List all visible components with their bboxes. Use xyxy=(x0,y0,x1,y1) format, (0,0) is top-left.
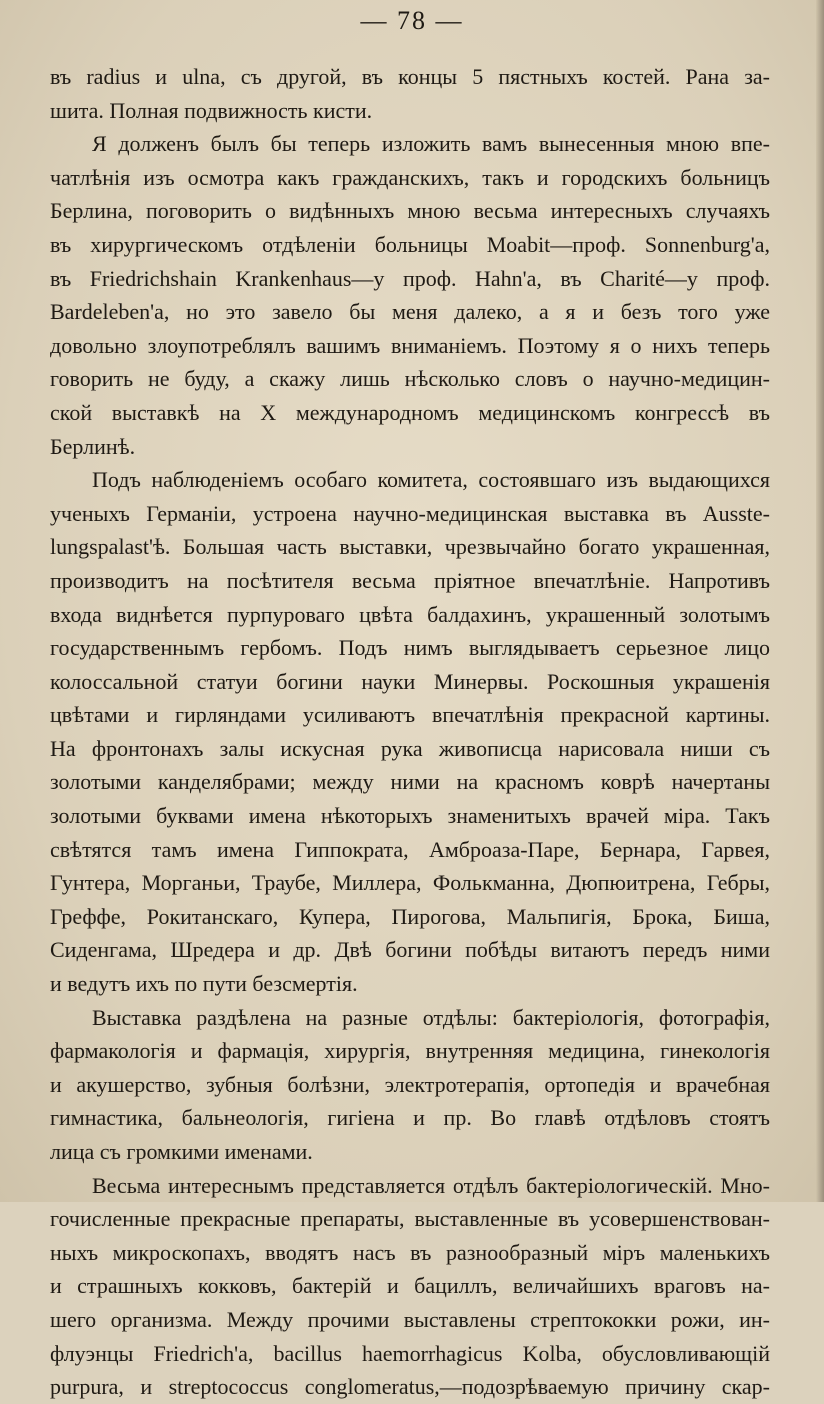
text-line: въ Friedrichshain Krankenhaus—у проф. Hahn'а, въ Charité—у проф. xyxy=(50,265,770,291)
text-line: гочисленные прекрасные препараты, выставленные въ усовершенствован- xyxy=(50,1206,770,1232)
text-line: довольно злоупотреблялъ вашимъ вниманіемъ. Поэтому я о нихъ теперь xyxy=(50,332,770,358)
text-line: колоссальной статуи богини науки Минервы. Роскошныя украшенія xyxy=(50,668,770,694)
text-line: Гунтера, Морганьи, Траубе, Миллера, Фолькманна, Дюпюитрена, Гебры, xyxy=(50,870,770,896)
text-line: въ хирургическомъ отдѣленіи больницы Moabit—проф. Sonnenburg'а, xyxy=(50,231,770,257)
text-line: шита. Полная подвижность кисти. xyxy=(50,97,373,123)
text-line: входа виднѣется пурпуроваго цвѣта балдахинъ, украшенный золотымъ xyxy=(50,601,770,627)
text-line: ской выставкѣ на X международномъ медицинскомъ конгрессѣ въ xyxy=(50,399,770,425)
text-line: флуэнцы Friedrich'а, bacillus haemorrhagicus Kolba, обусловливающій xyxy=(50,1340,770,1366)
page-edge xyxy=(816,0,824,1202)
text-line: Я долженъ былъ бы теперь изложить вамъ вынесенныя мною впе- xyxy=(92,131,770,157)
text-line: lungspalast'ѣ. Большая часть выставки, чрезвычайно богато украшенная, xyxy=(50,534,770,560)
text-line: лица съ громкими именами. xyxy=(50,1139,313,1164)
text-line: въ radius и ulna, съ другой, въ концы 5 пястныхъ костей. Рана за- xyxy=(50,64,770,89)
text-line: золотыми буквами имена нѣкоторыхъ знаменитыхъ врачей міра. Такъ xyxy=(50,803,770,829)
text-line: Сиденгама, Шредера и др. Двѣ богини побѣды витаютъ передъ ними xyxy=(50,937,770,963)
text-line: золотыми канделябрами; между ними на красномъ коврѣ начертаны xyxy=(50,769,770,795)
text-line: ученыхъ Германіи, устроена научно-медицинская выставка въ Ausste- xyxy=(50,500,770,526)
text-line: и ведутъ ихъ по пути безсмертія. xyxy=(50,971,358,997)
text-line: На фронтонахъ залы искусная рука живописца нарисовала ниши съ xyxy=(50,735,770,761)
text-line: Весьма интереснымъ представляется отдѣлъ бактеріологическій. Мно- xyxy=(92,1172,770,1198)
body-text xyxy=(50,60,770,1404)
text-line: цвѣтами и гирляндами усиливаютъ впечатлѣнія прекрасной картины. xyxy=(50,702,770,728)
text-line: производитъ на посѣтителя весьма пріятное впечатлѣніе. Напротивъ xyxy=(50,567,770,593)
text-line: Греффе, Рокитанскаго, Купера, Пирогова, Мальпигія, Брока, Биша, xyxy=(50,903,770,929)
text-line: Берлина, поговорить о видѣнныхъ мною весьма интересныхъ случаяхъ xyxy=(50,198,770,224)
text-line: Подъ наблюденіемъ особаго комитета, состоявшаго изъ выдающихся xyxy=(92,467,770,493)
text-line: гимнастика, бальнеологія, гигіена и пр. Во главѣ отдѣловъ стоятъ xyxy=(50,1105,770,1131)
text-line: Берлинѣ. xyxy=(50,433,136,459)
text-line: государственнымъ гербомъ. Подъ нимъ выглядываетъ серьезное лицо xyxy=(50,635,770,661)
page-number: — 78 — xyxy=(360,6,464,35)
text-line: и страшныхъ кокковъ, бактерій и бациллъ, величайшихъ враговъ на- xyxy=(50,1273,770,1299)
text-line: говорить не буду, а скажу лишь нѣсколько словъ о научно-медицин- xyxy=(50,366,770,392)
text-line: ныхъ микроскопахъ, вводятъ насъ въ разнообразный міръ маленькихъ xyxy=(50,1239,770,1265)
text-line: чатлѣнія изъ осмотра какъ гражданскихъ, такъ и городскихъ больницъ xyxy=(50,164,770,190)
text-line: фармакологія и фармація, хирургія, внутренняя медицина, гинекологія xyxy=(50,1038,770,1064)
text-line: Выставка раздѣлена на разные отдѣлы: бактеріологія, фотографія, xyxy=(92,1004,770,1030)
text-line: purpura, и streptococcus conglomeratus,—подозрѣваемую причину скар- xyxy=(50,1374,770,1400)
text-line: шего организма. Между прочими выставлены стрептококки рожи, ин- xyxy=(50,1306,770,1332)
text-line: Bardeleben'а, но это завело бы меня далеко, а я и безъ того уже xyxy=(50,299,770,325)
text-line: и акушерство, зубныя болѣзни, электротерапія, ортопедія и врачебная xyxy=(50,1071,770,1097)
text-line: свѣтятся тамъ имена Гиппократа, Амброаза-Паре, Бернара, Гарвея, xyxy=(50,836,770,862)
